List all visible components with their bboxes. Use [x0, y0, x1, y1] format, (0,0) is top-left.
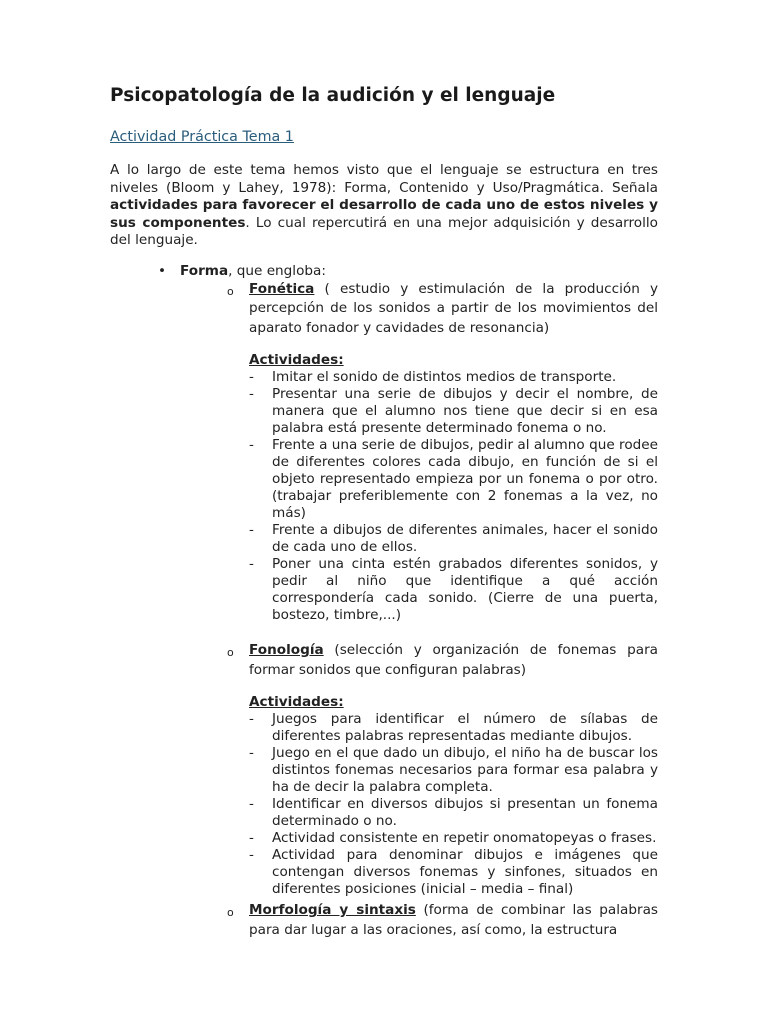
list-item: - Frente a una serie de dibujos, pedir al alumno que rodee de diferentes colores cada dibujo, en función de si el objeto representado empieza por un fonema o por otro. (trabajar preferiblemente con 2 fonemas a la vez, no más): [249, 437, 658, 521]
intro-paragraph: [110, 162, 658, 250]
dash-marker: -: [249, 522, 254, 538]
activity-subtitle: Actividad Práctica Tema 1: [110, 129, 294, 145]
fonologia-description: (selección y organización de fonemas para formar sonidos que configuran palabras): [249, 642, 658, 678]
list-item: - Actividad para denominar dibujos e imágenes que contengan diversos fonemas y sinfones, situados en diferentes posiciones (inicial – media – final): [249, 847, 658, 897]
list-item: - Actividad consistente en repetir onomatopeyas o frases.: [249, 830, 657, 846]
fonetica-heading: Fonética: [249, 280, 315, 297]
forma-bullet: [158, 262, 658, 280]
fonetica-activities-list: [249, 369, 658, 624]
list-item: - Poner una cinta estén grabados diferentes sonidos, y pedir al niño que identifique a qué acción correspondería cada sonido. (Cierre de una puerta, bostezo, timbre,...): [249, 556, 658, 623]
fonetica-activities-title: Actividades:: [249, 352, 344, 368]
fonologia-activities-title: Actividades:: [249, 694, 344, 710]
fonologia-activities-list: [249, 711, 658, 898]
dash-marker: -: [249, 711, 254, 727]
list-item: - Juego en el que dado un dibujo, el niño ha de buscar los distintos fonemas necesarios para formar esa palabra y ha de decir la palabra completa.: [249, 745, 658, 795]
document-title: Psicopatología de la audición y el lenguaje: [110, 85, 556, 106]
intro-bold: actividades para favorecer el desarrollo de cada uno de estos niveles y sus componentes: [110, 197, 658, 231]
dash-marker: -: [249, 830, 254, 846]
fonetica-description: ( estudio y estimulación de la producción y percepción de los sonidos a partir de los movimientos del aparato fonador y cavidades de resonancia): [249, 280, 658, 336]
dash-marker: -: [249, 745, 254, 761]
bullet-marker: •: [158, 262, 167, 279]
list-item: - Identificar en diversos dibujos si presentan un fonema determinado o no.: [249, 796, 658, 829]
morfologia-description: (forma de combinar las palabras para dar lugar a las oraciones, así como, la estructura: [249, 902, 658, 938]
list-item: - Imitar el sonido de distintos medios de transporte.: [249, 369, 617, 385]
forma-rest: , que engloba:: [228, 262, 326, 279]
list-item: - Presentar una serie de dibujos y decir el nombre, de manera que el alumno nos tiene que decir si en esa palabra está presente determinado fonema o no.: [249, 386, 658, 436]
dash-marker: -: [249, 386, 254, 402]
list-item: - Juegos para identificar el número de sílabas de diferentes palabras representadas mediante dibujos.: [249, 711, 658, 744]
circle-marker: o: [227, 646, 234, 659]
dash-marker: -: [249, 847, 254, 863]
fonologia-section: [227, 641, 658, 680]
morfologia-section: [227, 901, 658, 940]
circle-marker: o: [227, 906, 234, 919]
circle-marker: o: [227, 284, 234, 298]
intro-text-1: A lo largo de este tema hemos visto que el lenguaje se estructura en tres niveles (Bloom y Lahey, 1978): Forma, Contenido y Uso/Pragmática. Señala: [110, 162, 658, 196]
document-page: [110, 84, 658, 940]
morfologia-heading: Morfología y sintaxis: [249, 902, 416, 918]
dash-marker: -: [249, 369, 254, 385]
dash-marker: -: [249, 556, 254, 572]
dash-marker: -: [249, 437, 254, 453]
intro-text-2: . Lo cual repercutirá en una mejor adquisición y desarrollo del lenguaje.: [110, 214, 658, 248]
fonetica-section: [227, 280, 658, 339]
dash-marker: -: [249, 796, 254, 812]
list-item: - Frente a dibujos de diferentes animales, hacer el sonido de cada uno de ellos.: [249, 522, 658, 555]
fonologia-heading: Fonología: [249, 642, 324, 658]
forma-label: Forma: [180, 262, 229, 279]
